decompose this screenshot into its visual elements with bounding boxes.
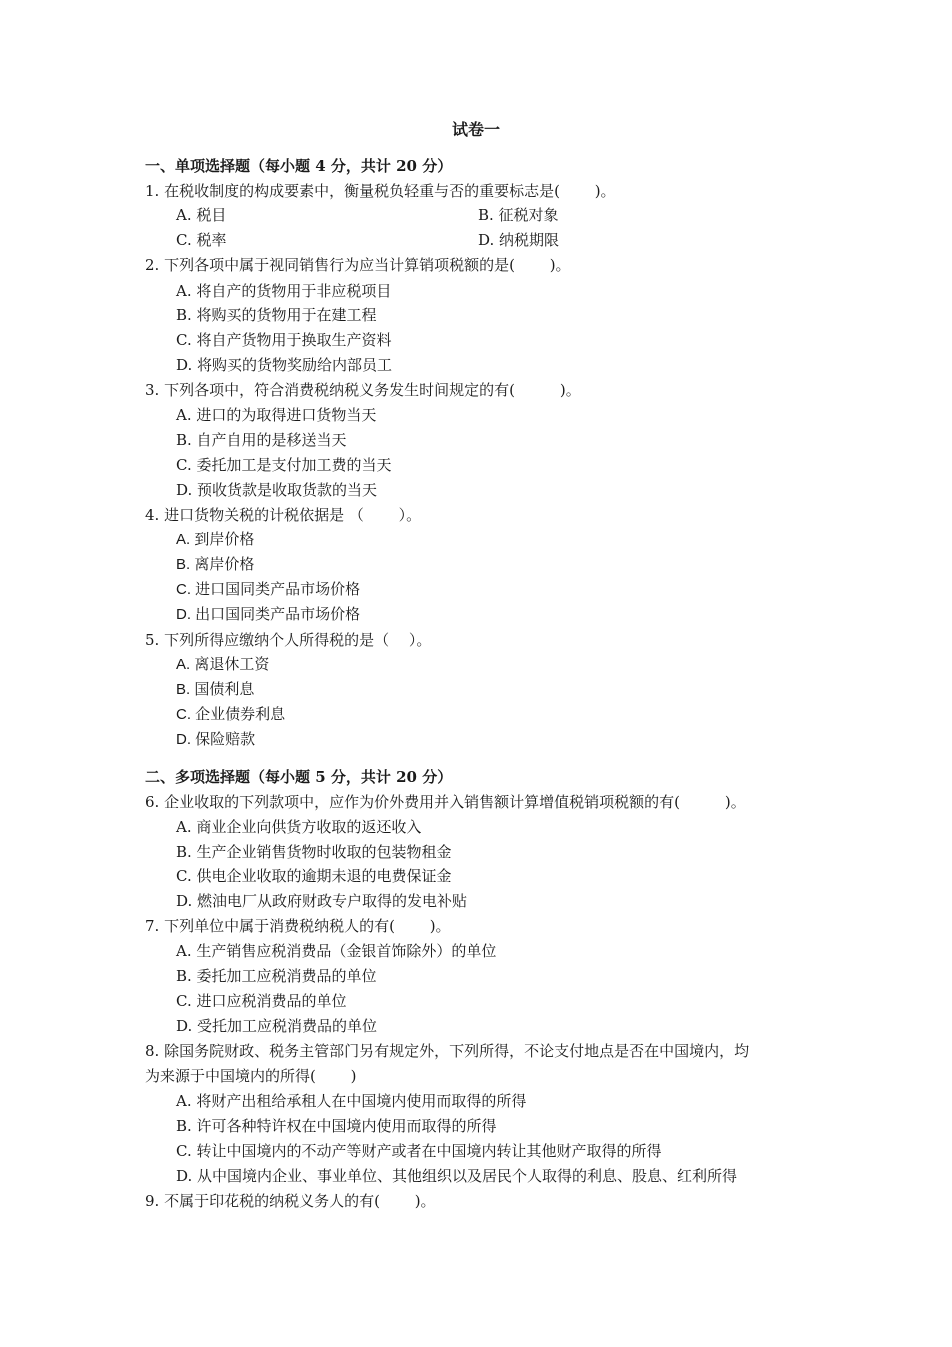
question-6-option-b: B. 生产企业销售货物时收取的包装物租金 bbox=[176, 843, 452, 861]
question-5-option-d: D. 保险赔款 bbox=[176, 731, 256, 748]
question-2-stem: 2. 下列各项中属于视同销售行为应当计算销项税额的是( )。 bbox=[145, 256, 571, 274]
question-3-option-c: C. 委托加工是支付加工费的当天 bbox=[176, 456, 392, 474]
question-6-option-c: C. 供电企业收取的逾期未退的电费保证金 bbox=[176, 867, 452, 885]
question-4-option-c: C. 进口国同类产品市场价格 bbox=[176, 581, 361, 598]
question-8-option-c: C. 转让中国境内的不动产等财产或者在中国境内转让其他财产取得的所得 bbox=[176, 1142, 662, 1160]
question-3-stem: 3. 下列各项中，符合消费税纳税义务发生时间规定的有( )。 bbox=[145, 381, 581, 399]
question-2-option-a: A. 将自产的货物用于非应税项目 bbox=[176, 282, 392, 300]
question-8-stem-line-2: 为来源于中国境内的所得( ) bbox=[145, 1067, 357, 1085]
question-8-stem-line-1: 8. 除国务院财政、税务主管部门另有规定外，下列所得，不论支付地点是否在中国境内，均 bbox=[145, 1042, 750, 1060]
question-5-option-a: A. 离退休工资 bbox=[176, 656, 270, 673]
section-heading-single-choice: 一、单项选择题（每小题 4 分，共计 20 分） bbox=[145, 157, 453, 175]
question-4-option-a: A. 到岸价格 bbox=[176, 531, 255, 548]
question-2-option-b: B. 将购买的货物用于在建工程 bbox=[176, 306, 377, 324]
question-7-option-a: A. 生产销售应税消费品（金银首饰除外）的单位 bbox=[176, 942, 497, 960]
question-5-option-c: C. 企业债券利息 bbox=[176, 706, 286, 723]
section-heading-multiple-choice: 二、多项选择题（每小题 5 分，共计 20 分） bbox=[145, 768, 453, 786]
question-2-option-c: C. 将自产货物用于换取生产资料 bbox=[176, 331, 392, 349]
question-6-option-a: A. 商业企业向供货方收取的返还收入 bbox=[176, 818, 422, 836]
question-5-option-b: B. 国债利息 bbox=[176, 681, 255, 698]
question-8-option-a: A. 将财产出租给承租人在中国境内使用而取得的所得 bbox=[176, 1092, 527, 1110]
question-6-option-d: D. 燃油电厂从政府财政专户取得的发电补贴 bbox=[176, 892, 468, 910]
question-2-option-d: D. 将购买的货物奖励给内部员工 bbox=[176, 356, 393, 374]
question-1-option-c: C. 税率 bbox=[176, 231, 227, 249]
question-1-option-a: A. 税目 bbox=[176, 206, 227, 224]
question-7-option-b: B. 委托加工应税消费品的单位 bbox=[176, 967, 377, 985]
question-3-option-b: B. 自产自用的是移送当天 bbox=[176, 431, 347, 449]
question-1-option-d: D. 纳税期限 bbox=[478, 231, 560, 249]
question-3-option-d: D. 预收货款是收取货款的当天 bbox=[176, 481, 378, 499]
question-7-stem: 7. 下列单位中属于消费税纳税人的有( )。 bbox=[145, 917, 451, 935]
question-8-option-d: D. 从中国境内企业、事业单位、其他组织以及居民个人取得的利息、股息、红利所得 bbox=[176, 1167, 738, 1185]
question-7-option-c: C. 进口应税消费品的单位 bbox=[176, 992, 347, 1010]
question-3-option-a: A. 进口的为取得进口货物当天 bbox=[176, 406, 377, 424]
question-4-option-b: B. 离岸价格 bbox=[176, 556, 255, 573]
question-6-stem: 6. 企业收取的下列款项中，应作为价外费用并入销售额计算增值税销项税额的有( )。 bbox=[145, 793, 746, 811]
question-4-option-d: D. 出口国同类产品市场价格 bbox=[176, 606, 361, 623]
question-9-stem: 9. 不属于印花税的纳税义务人的有( )。 bbox=[145, 1192, 436, 1210]
question-1-stem: 1. 在税收制度的构成要素中，衡量税负轻重与否的重要标志是( )。 bbox=[145, 182, 616, 200]
question-4-stem: 4. 进口货物关税的计税依据是 （ ）。 bbox=[145, 506, 422, 524]
question-1-option-b: B. 征税对象 bbox=[478, 206, 559, 224]
question-7-option-d: D. 受托加工应税消费品的单位 bbox=[176, 1017, 378, 1035]
question-8-option-b: B. 许可各种特许权在中国境内使用而取得的所得 bbox=[176, 1117, 497, 1135]
question-5-stem: 5. 下列所得应缴纳个人所得税的是（ ）。 bbox=[145, 631, 432, 649]
page-title: 试卷一 bbox=[451, 120, 500, 139]
